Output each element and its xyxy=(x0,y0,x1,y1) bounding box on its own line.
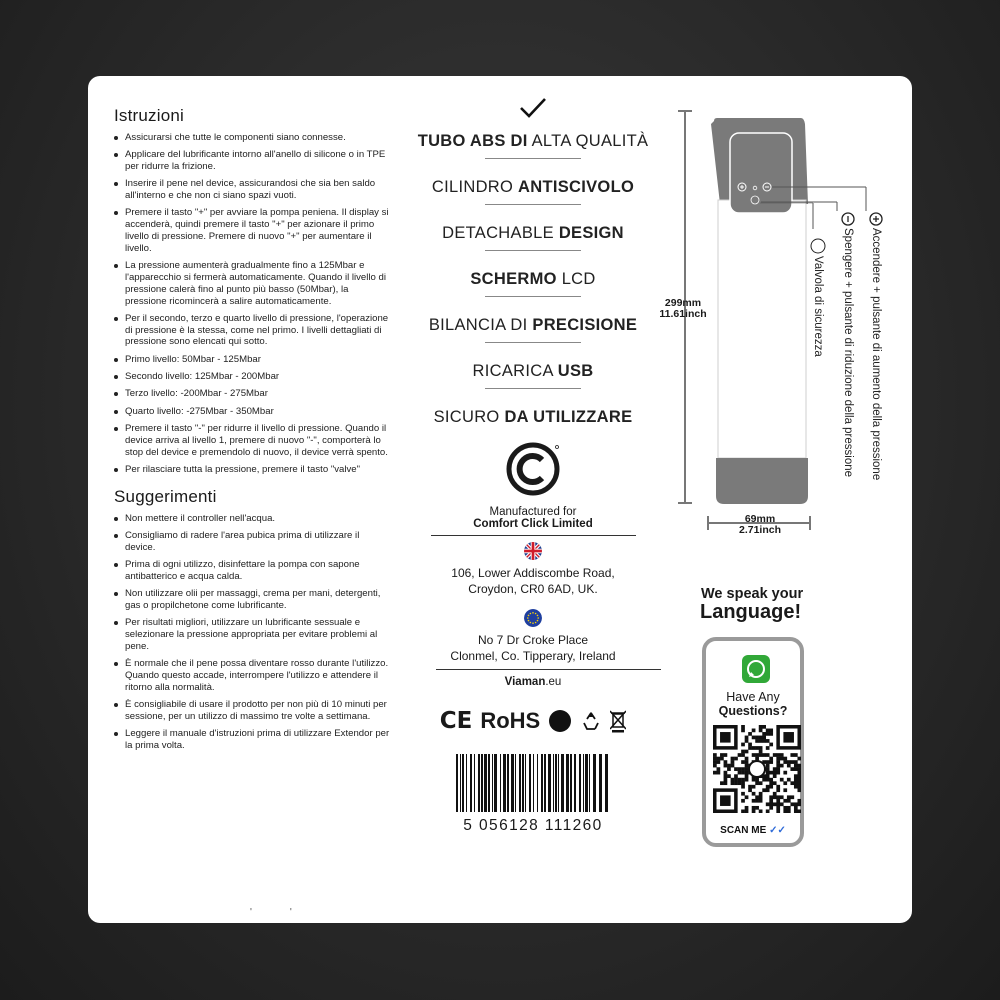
barcode-bars xyxy=(448,752,618,814)
feature-item: RICARICA USB xyxy=(472,362,594,380)
website: Viaman.eu xyxy=(504,676,562,688)
phone-qr-card xyxy=(702,637,804,847)
uk-address-line-1: 106, Lower Addiscombe Road, xyxy=(451,566,615,580)
package-back-panel xyxy=(88,76,912,923)
feature-divider xyxy=(485,158,581,159)
eu-address-line-2: Clonmel, Co. Tipperary, Ireland xyxy=(450,648,616,663)
features-column xyxy=(408,96,658,835)
list-item: Primo livello: 50Mbar - 125Mbar xyxy=(114,354,392,366)
feature-item: TUBO ABS DI ALTA QUALITÀ xyxy=(417,132,649,150)
list-item: Leggere il manuale d'istruzioni prima di utilizzare Extendor per la prima volta. xyxy=(114,728,392,752)
feature-divider xyxy=(485,388,581,389)
list-item: Premere il tasto "+" per avviare la pompa peniena. Il display si accenderà, quindi premere il tasto "+" per azionare il primo livello di pressione. Premere di nuovo "+" per aumentare il livello. xyxy=(114,207,392,254)
features-list xyxy=(408,132,658,427)
list-item: La pressione aumenterà gradualmente fino a 125Mbar e l'apparecchio si fermerà automaticamente. Quando il livello di pressione calerà fino al punto più basso (50Mbar), la pressione ricomincerà a salire automaticamente. xyxy=(114,260,392,307)
list-item: Terzo livello: -200Mbar - 275Mbar xyxy=(114,388,392,400)
feature-item: BILANCIA DI PRECISIONE xyxy=(428,316,638,334)
valve-label: Valvola di sicurezza xyxy=(812,256,824,357)
list-item: Inserire il pene nel device, assicurandosi che sia ben saldo all'interno e che non ci siano spazi vuoti. xyxy=(114,178,392,202)
double-check-icon: ✓✓ xyxy=(769,825,786,836)
list-item: È normale che il pene possa diventare rosso durante l'utilizzo. Quando questo accade, interrompere l'utilizzo e attendere il ritorno alla normalità. xyxy=(114,658,392,693)
minus-button-label: Spengere + pulsante di riduzione della pressione xyxy=(842,228,854,478)
list-item: Assicurarsi che tutte le componenti siano connesse. xyxy=(114,132,392,144)
list-item: Non mettere il controller nell'acqua. xyxy=(114,513,392,525)
eu-address-line-1: No 7 Dr Croke Place xyxy=(477,633,589,647)
manufactured-for: Manufactured for xyxy=(489,506,577,518)
barcode xyxy=(408,752,658,835)
certification-marks xyxy=(408,708,658,734)
instructions-column xyxy=(114,106,392,757)
list-item: Per il secondo, terzo e quarto livello di pressione, l'operazione di pressione è la stessa, come nel primo. I livelli dettagliati di pressione sono elencati qui sotto. xyxy=(114,313,392,348)
uk-address-line-2: Croydon, CR0 6AD, UK. xyxy=(468,581,598,596)
list-item: Applicare del lubrificante intorno all'anello di silicone o in TPE per ridurre la frizione. xyxy=(114,149,392,173)
comfort-click-logo xyxy=(408,441,658,502)
feature-divider xyxy=(485,296,581,297)
plus-button-label: Accendere + pulsante di aumento della pressione xyxy=(870,228,882,481)
list-item: Non utilizzare olii per massaggi, crema per mani, detergenti, gas o propilchetone come lubrificante. xyxy=(114,588,392,612)
rohs-mark: RoHS xyxy=(480,708,541,733)
feature-item: SICURO DA UTILIZZARE xyxy=(433,408,633,426)
recycle-icon xyxy=(580,710,602,732)
speak-language-line-2: Language! xyxy=(700,601,802,623)
manufacturer-name: Comfort Click Limited xyxy=(473,518,593,530)
list-item: Prima di ogni utilizzo, disinfettare la pompa con sapone antibatterico e acqua calda. xyxy=(114,559,392,583)
dot-icon xyxy=(548,709,572,733)
have-questions: Have Any Questions? xyxy=(718,690,788,718)
feature-item: DETACHABLE DESIGN xyxy=(442,224,624,242)
feature-item: SCHERMO LCD xyxy=(470,270,596,288)
list-item: È consigliabile di usare il prodotto per non più di 10 minuti per sessione, per un utilizzo di massimo tre volte a settimana. xyxy=(114,699,392,723)
divider xyxy=(431,535,636,536)
feature-item: CILINDRO ANTISCIVOLO xyxy=(431,178,635,196)
scan-me-label: SCAN ME ✓✓ xyxy=(720,825,786,836)
instructions-title: Istruzioni xyxy=(114,106,185,125)
barcode-number: 5 056128 111260 xyxy=(463,817,603,834)
speak-language-line-1: We speak your xyxy=(701,586,804,602)
valve-icon xyxy=(811,239,825,253)
eu-flag-icon xyxy=(524,609,542,627)
tick-marks: '' xyxy=(250,907,330,918)
checkmark-icon xyxy=(408,96,658,126)
suggestions-title: Suggerimenti xyxy=(114,486,217,506)
feature-divider xyxy=(485,342,581,343)
product-diagram-column xyxy=(658,76,912,923)
suggestions-list xyxy=(114,513,392,752)
list-item: Secondo livello: 125Mbar - 200Mbar xyxy=(114,371,392,383)
list-item: Per rilasciare tutta la pressione, premere il tasto "valve" xyxy=(114,464,392,476)
list-item: Quarto livello: -275Mbar - 350Mbar xyxy=(114,406,392,418)
divider xyxy=(436,669,661,670)
height-dimension: 299mm 11.61inch xyxy=(659,297,707,320)
list-item: Premere il tasto "-" per ridurre il livello di pressione. Quando il device arriva al livello 1, premere di nuovo "-", comporterà lo stop del device e premendolo di nuovo, il device verrà spento. xyxy=(114,423,392,458)
feature-divider xyxy=(485,250,581,251)
whatsapp-icon xyxy=(742,655,770,683)
uk-flag-icon xyxy=(524,542,542,560)
list-item: Per risultati migliori, utilizzare un lubrificante sessuale e selezionare la pressione appropriata per evitare problemi al pene. xyxy=(114,617,392,652)
feature-divider xyxy=(485,204,581,205)
ce-mark: CE xyxy=(439,708,473,734)
width-dimension: 69mm 2.71inch xyxy=(738,513,782,536)
weee-bin-icon xyxy=(610,709,626,733)
qr-code[interactable] xyxy=(713,725,801,813)
instructions-list xyxy=(114,132,392,476)
list-item: Consigliamo di radere l'area pubica prima di utilizzare il device. xyxy=(114,530,392,554)
